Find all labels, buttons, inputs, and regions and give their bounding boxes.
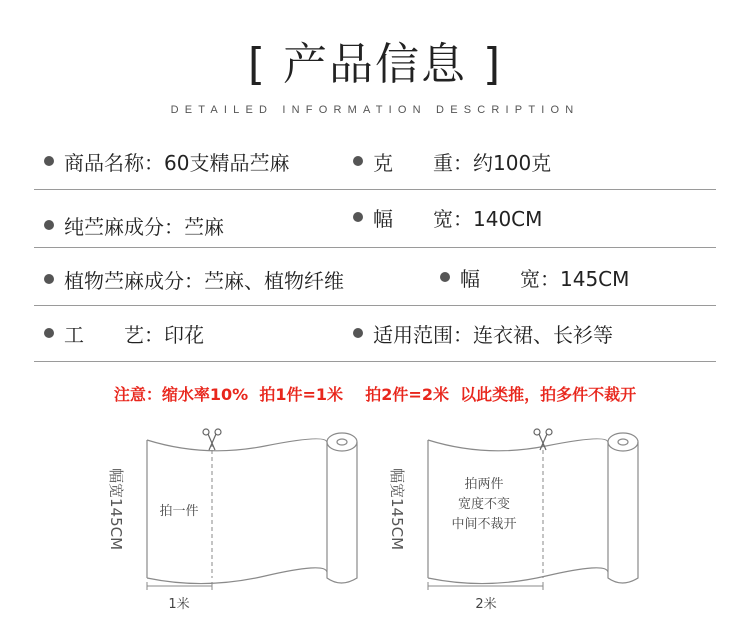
diagram-inner-text: 拍两件 xyxy=(464,477,504,492)
bullet-dot-icon xyxy=(44,328,54,338)
info-item-label: 植物苎麻成分：苎麻、植物纤维 xyxy=(64,268,344,293)
page-subtitle: DETAILED INFORMATION DESCRIPTION xyxy=(170,104,580,116)
fabric-bottom-edge xyxy=(147,568,327,584)
info-item-label: 纯苎麻成分：苎麻 xyxy=(64,214,224,239)
info-item-usage xyxy=(353,304,613,362)
fabric-roll-core xyxy=(618,439,628,445)
info-item-width xyxy=(353,188,542,246)
diagram-inner-text: 拍一件 xyxy=(159,504,199,519)
width-label: 幅宽145CM xyxy=(388,467,406,551)
diagram-inner-text: 宽度不变 xyxy=(457,497,511,512)
bullet-dot-icon xyxy=(353,156,363,166)
fabric-diagram-one xyxy=(95,418,385,618)
info-item-name xyxy=(44,132,289,190)
bullet-dot-icon xyxy=(353,328,363,338)
bullet-dot-icon xyxy=(440,272,450,282)
info-item-label: 适用范围：连衣裙、长衫等 xyxy=(373,322,613,347)
info-item-plant-composition xyxy=(44,250,344,308)
width-label: 幅宽145CM xyxy=(107,467,125,551)
info-row xyxy=(0,248,750,306)
fabric-roll-end xyxy=(327,433,357,451)
fabric-bottom-edge xyxy=(428,568,608,584)
bullet-dot-icon xyxy=(44,274,54,284)
fabric-roll-icon xyxy=(608,442,638,583)
info-item-width xyxy=(440,248,629,306)
bullet-dot-icon xyxy=(44,220,54,230)
page-title: [ 产品信息 ] xyxy=(247,39,503,90)
row-divider xyxy=(34,361,716,362)
fabric-roll-icon xyxy=(327,442,357,583)
info-item-label: 工 艺：印花 xyxy=(64,322,204,347)
fabric-top-edge xyxy=(147,439,327,451)
bullet-dot-icon xyxy=(353,212,363,222)
info-row xyxy=(0,132,750,190)
info-item-label: 克 重：约100克 xyxy=(373,150,552,175)
fabric-roll-core xyxy=(337,439,347,445)
notice-text: 注意：缩水率10% 拍1件=1米 拍2件=2米 以此类推，拍多件不裁开 xyxy=(113,385,637,404)
info-item-label: 幅 宽：145CM xyxy=(460,266,630,291)
info-item-weight xyxy=(353,132,551,190)
fabric-top-edge xyxy=(428,439,608,451)
info-item-label: 幅 宽：140CM xyxy=(373,206,543,231)
diagram-inner-text: 中间不裁开 xyxy=(451,517,517,532)
bullet-dot-icon xyxy=(44,156,54,166)
fabric-roll-end xyxy=(608,433,638,451)
info-row xyxy=(0,304,750,362)
info-item-label: 商品名称：60支精品苎麻 xyxy=(64,150,290,175)
fabric-diagram-two xyxy=(376,418,666,618)
info-row xyxy=(0,190,750,248)
length-label: 1米 xyxy=(168,597,190,612)
info-item-composition xyxy=(44,196,224,254)
length-label: 2米 xyxy=(475,597,497,612)
info-item-craft xyxy=(44,304,204,362)
